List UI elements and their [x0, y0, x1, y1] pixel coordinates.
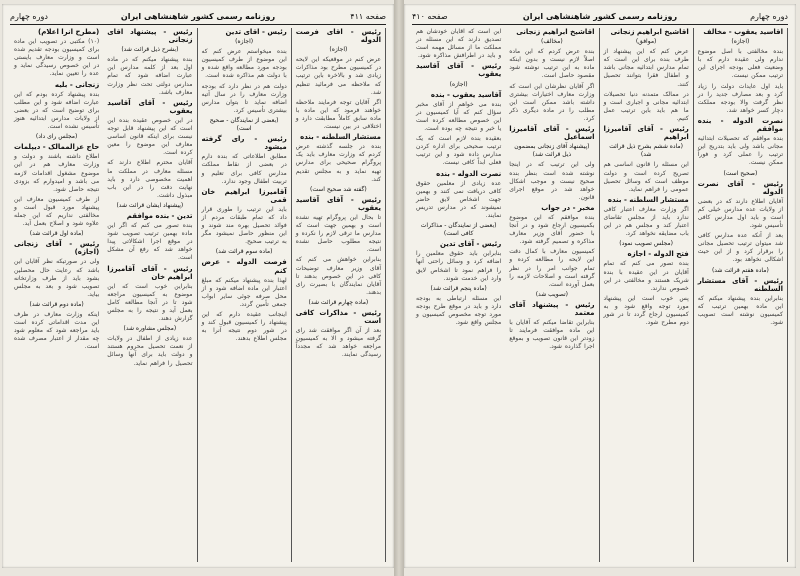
procedural-note: (ماده پنجم قرائت شد)	[430, 284, 487, 292]
speaker-name: مخبر - در جواب	[541, 203, 595, 212]
procedural-note: (بعضی از نمایندگان - مذاکرات کافی است)	[420, 222, 497, 238]
speaker-name: رئیس - رای گرفته میشود	[201, 135, 287, 152]
speaker-name: رئیس - آقای آقاسید یعقوب	[295, 195, 381, 212]
procedural-note: (مخالف)	[541, 38, 563, 46]
paragraph: اگر آقایان توجه فرمایند ملاحظه خواهند فرمود که این ماده با ماده سابق کاملاً مطابقت دارد و اختلافی در بین نیست.	[295, 98, 381, 131]
paragraph: آقایان اطلاع دارند که در بعضی از ولایات عده مدارس خیلی کم است و باید اول مدارس کافی تأسیس شود.	[697, 197, 783, 230]
procedural-note: (موافق)	[635, 38, 657, 46]
paragraph: بنده موافقم که تحصیلات ابتدائیه مجانی باشد ولی باید بتدریج این ترتیب را عملی کرد و فوراً ممکن نیست.	[697, 135, 783, 167]
procedural-note: (گفته شد صحیح است)	[310, 185, 367, 193]
journal-title: روزنامه رسمی کشور شاهنشاهی ایران	[120, 12, 276, 21]
paragraph: بنده میخواستم عرض کنم که این موضوع از طرف کمیسیون بودجه مورد مطالعه واقع شده و با دولت هم مذاکره شده است.	[201, 48, 287, 80]
procedural-note: (پیشنهاد آقای زنجانی بمضمون ذیل قرائت شد)	[514, 143, 590, 159]
paragraph: تا بحال این پروگرام تهیه نشده است و بهمین جهت است که مدارس ما ترقی لازم را نکرده و نتیجه مطلوب حاصل نشده است.	[295, 213, 381, 254]
procedural-note: (ماده چهارم قرائت شد)	[308, 298, 369, 306]
paragraph: بنده عرض کردم که این ماده اصلاً لازم نیست و بدون اینکه ماده به این ترتیب نوشته شود مقصود حاصل است.	[509, 48, 595, 80]
period-label: دوره چهارم	[750, 12, 788, 21]
paragraph: بنده پیشنهاد میکنم که در ماده اول بعد از کلمه مدارس این عبارت اضافه شود که تمام مدارس دولتی تحت نظر وزارت معارف باشد.	[107, 56, 193, 96]
column-2	[505, 28, 599, 562]
page-number: صفحه ۴۱۰	[412, 12, 448, 21]
paragraph: باید این ترتیب را طوری قرار داد که تمام طبقات مردم از فوائد تحصیل بهره مند شوند و این منظور حاصل نمیشود مگر به ترتیب صحیح.	[201, 205, 287, 246]
paragraph: عرض کنم در موقعیکه این لایحه در کمیسیون مطرح بود مذاکرات زیادی شد و بالاخره باین ترتیب که ملاحظه می فرمائید تنظیم شد.	[295, 56, 381, 96]
paragraph: در ممالک متمدنه دنیا تحصیلات ابتدائیه مجانی و اجباری است و ما هم باید باین ترتیب عمل کنیم.	[603, 90, 689, 122]
paragraph: در این خصوص عقیده بنده این است که این پیشنهاد قابل توجه نیست برای اینکه قانون اساسی معارف این موضوع را معین کرده است.	[107, 116, 193, 157]
right-page	[404, 4, 796, 568]
column-4	[694, 28, 788, 562]
column-4	[292, 28, 386, 562]
speaker-name: نصرت الدوله - بنده	[436, 169, 502, 178]
page-header	[412, 10, 788, 25]
paragraph: بنده در جلسه گذشته عرض کردم که وزارت معارف باید یک پروگرام صحیحی برای مدارس تهیه نماید و به مجلس تقدیم کند.	[295, 143, 381, 183]
section-heading: (مطرح آنرا اعلام)	[38, 28, 100, 36]
text-columns	[412, 28, 788, 562]
speaker-name: رئیس - پیشنهاد آقای زنجانی	[107, 28, 193, 45]
paragraph: بنابراین بنده پیشنهاد میکنم که این ماده بهمین ترتیب که کمیسیون نوشته است تصویب شود.	[697, 294, 783, 327]
paragraph: باید اول عایدات دولت را زیاد کرد و بعد مصارف جدید را در نظر گرفت والا بودجه مملکت دچار کسر خواهد شد.	[697, 82, 783, 114]
speaker-name: رئیس - آقای مستشار السلطنه	[697, 276, 783, 293]
procedural-note: (ماده ششم بشرح ذیل قرائت شد)	[609, 143, 683, 159]
column-2	[103, 28, 197, 562]
paragraph: بنده می خواهم از آقای مخبر سؤال کنم که آیا کمیسیون در این خصوص مطالعه کرده است یا خیر و نتیجه چه بوده است.	[416, 100, 502, 133]
procedural-note: (مجلس تصویب نمود)	[619, 240, 673, 248]
procedural-note: (مجلس رای داد)	[35, 133, 78, 141]
speaker-name: رئیس - آقای آقاسید یعقوب	[107, 98, 193, 115]
procedural-note: (ماده هفتم قرائت شد)	[711, 266, 769, 274]
paragraph: عده زیادی از اطفال در ولایات از نعمت تحصیل محروم هستند و دولت باید برای آنها وسائل تحصیل را فراهم نماید.	[107, 335, 193, 367]
paragraph: بنابراین خوب است که این موضوع به کمیسیون مراجعه شود تا در آنجا مطالعه کامل بعمل آید و نتیجه را به مجلس گزارش دهند.	[107, 282, 193, 323]
procedural-note: (تصویب شد)	[535, 290, 569, 298]
speaker-name: فرصت الدوله - عرض کنم	[201, 258, 287, 275]
left-page	[2, 4, 394, 568]
procedural-note: (بشرح ذیل قرائت شد)	[121, 46, 179, 54]
procedural-note: (اجازه)	[449, 80, 468, 88]
column-1	[412, 28, 505, 562]
procedural-note: (اجازه)	[731, 38, 750, 46]
paragraph: بعقیده بنده لازم است که یک ترتیب صحیحی برای اداره کردن مدارس داده شود و این ترتیب فعلی ابداً کافی نیست.	[416, 135, 502, 167]
speaker-name: رئیس - پیشنهاد آقای معتمد	[509, 300, 595, 317]
paragraph: عده زیادی از معلمین حقوق کافی دریافت نمی کنند و بهمین جهت اشخاص لایق حاضر نمیشوند که در مدارس تدریس نمایند.	[416, 179, 502, 219]
speaker-name: رئیس - آقای آقامیرزا اسماعیل	[509, 125, 595, 142]
paragraph: این مسئله ارتباطی به بودجه دارد و باید در موقع طرح بودجه مورد توجه مخصوص کمیسیون و مجلس واقع شود.	[416, 294, 502, 327]
column-3	[198, 28, 292, 562]
speaker-name: رئیس - مذاکرات کافی است	[295, 309, 381, 326]
speaker-name: آقاسید یعقوب - بنده	[430, 90, 502, 99]
paragraph: ولی در صورتیکه نظر آقایان این باشد که رعایت حال محصلین بشود باید از طرف وزارتخانه تصویب شود و بعد به مجلس بیاید.	[14, 258, 100, 298]
speaker-name: حاج عزالممالک - دیپلمات	[14, 143, 100, 152]
speaker-name: آقاشیخ ابراهیم زنجانی	[516, 28, 595, 36]
procedural-note: (ماده سوم قرائت شد)	[215, 248, 273, 256]
paragraph: بعد از آن اگر موافقت شد رای گرفته میشود و الا به کمیسیون مراجعه خواهد شد که مجدداً رسیدگی نمایند.	[295, 327, 381, 359]
paragraph: کمیسیون معارف با کمال دقت این لایحه را مطالعه کرده و تمام جوانب امر را در نظر گرفته است و اصلاحات لازمه را بعمل آورده است.	[509, 248, 595, 288]
speaker-name: رئیس - آقای زنجانی (اجازه)	[14, 240, 100, 257]
speaker-name: رئیس - آقای آقاسید یعقوب	[416, 62, 502, 79]
paragraph: اینکه وزارت معارف در ظرف این مدت اقداماتی کرده است باید مراجعه شود که معلوم شود چه مقدار از اعتبار مصرف شده است.	[14, 311, 100, 351]
speaker-name: مستشار السلطنه - بنده	[607, 195, 689, 204]
period-label: دوره چهارم	[10, 12, 48, 21]
paragraph: بنابراین خواهش می کنم که آقای وزیر معارف توضیحات کافی در این خصوص بدهند تا آقایان نمایندگان با بصیرت رای بدهند.	[295, 256, 381, 296]
speaker-name: آقامیرزا ابراهیم خان قمی	[201, 187, 287, 204]
speaker-name: نصرت الدوله - بنده موافقم	[697, 116, 783, 134]
procedural-note: (ماده دوم قرائت شد)	[29, 300, 84, 308]
paragraph: بنده پیشنهاد کرده بودم که این عبارت اضافه شود و این مطلب برای توضیح است که در بعضی از ولایات مدارس ابتدائیه هنوز تأسیس نشده است.	[14, 90, 100, 131]
book-gutter	[394, 0, 404, 576]
paragraph: اگر آقایان نظرشان این است که وزارت معارف اختیارات بیشتری داشته باشد ممکن است این مطلب را در ماده دیگری ذکر کرد.	[509, 82, 595, 122]
speaker-name: آقاسید یعقوب - مخالف	[703, 28, 783, 36]
speaker-name: آقاشیخ ابراهیم زنجانی	[610, 28, 689, 36]
speaker-name: فتح الدوله - اجازه	[627, 250, 689, 259]
paragraph: بنابراین تقاضا میکنم که آقایان با این ماده موافقت فرمایند تا زودتر این قانون تصویب و بموقع اجرا گذارده شود.	[509, 319, 595, 351]
speaker-name: مستشار السلطنه - بنده	[300, 133, 381, 142]
paragraph: ولی این ترتیب که در اینجا نوشته شده است بنظر بنده صحیح نیست و موجب اشکال خواهد شد در موقع اجرای قانون.	[509, 161, 595, 201]
speaker-name: رئیس - آقای تدین	[225, 28, 287, 36]
paragraph: بنده موافقم که این موضوع بکمیسیون ارجاع شود و در آنجا با حضور آقای وزیر معارف مذاکره و تصمیم گرفته شود.	[509, 213, 595, 246]
paragraph: دولت هم در نظر دارد که بودجه وزارت معارف را در سال آتیه اضافه نماید تا بتوان مدارس بیشتری تأسیس کرد.	[201, 82, 287, 114]
procedural-note: (اجازه)	[329, 46, 348, 54]
text-columns	[10, 28, 386, 562]
speaker-name: زنجانی - بلیه	[54, 80, 100, 89]
paragraph: لهذا بنده پیشنهاد میکنم که مبلغ اعتبار این ماده اضافه شود و از محل صرفه جوئی سایر ابواب جمعی تأمین گردد.	[201, 276, 287, 308]
paragraph: از طرف کمیسیون معارف این پیشنهاد مورد قبول است و مخالفتی نداریم که این جمله علاوه شود و اصلاح بعمل آید.	[14, 195, 100, 228]
paragraph: اینجانب عقیده دارم که این پیشنهاد را کمیسیون قبول کند و در شور دوم نتیجه آنرا به مجلس اطلاع بدهند.	[201, 311, 287, 343]
paragraph: آقایان محترم اطلاع دارند که مسئله معارف در مملکت ما اهمیت مخصوصی دارد و باید نهایت دقت را در این باب مبذول داشت.	[107, 159, 193, 199]
page-header	[10, 10, 386, 25]
paragraph: بعد از آنکه عده مدارس کافی شد میتوان ترتیب تحصیل مجانی را برقرار کرد و از این حیث اشکالی نخواهد بود.	[697, 232, 783, 264]
speaker-name: رئیس - آقای فرصت الدوله	[295, 28, 381, 45]
paragraph: عرض کنم که این پیشنهاد از طرف بنده برای این است که تمام مدارس ابتدائیه مجانی باشد و اطفال فقرا بتوانند تحصیل کنند.	[603, 48, 689, 88]
procedural-note: (ماده اول قرائت شد)	[29, 230, 84, 238]
paragraph: مطابق اطلاعاتی که بنده دارم در بعضی از نقاط مملکت مدارس کافی برای تعلیم و تربیت اطفال وجود ندارد.	[201, 153, 287, 185]
paragraph: بنده تصور می کنم که تمام آقایان در این عقیده با بنده شریک هستند و مخالفتی در این خصوص ندارند.	[603, 260, 689, 292]
procedural-note: (صحیح است)	[723, 169, 758, 177]
column-3	[600, 28, 694, 562]
speaker-name: رئیس - آقای آقامیرزا ابراهیم خان	[107, 264, 193, 281]
page-number: صفحه ۴۱۱	[350, 12, 386, 21]
paragraph: این مسئله را قانون اساسی هم تصریح کرده است و دولت موظف است که وسائل تحصیل عمومی را فراهم نماید.	[603, 161, 689, 193]
paragraph: اگر وزارت معارف اعتبار کافی ندارد باید از مجلس تقاضای اعتبار کند و مجلس هم در این باب مضایقه نخواهد کرد.	[603, 205, 689, 238]
paragraph: (۱۰) مکتبی در تصویب این ماده برای کمیسیون بودجه تقدیم شده است و وزارت معارف بایستی در این خصوص رسیدگی نماید و عده را تعیین نماید.	[14, 38, 100, 78]
paragraph: بنده مخالفتی با اصل موضوع ندارم ولی عقیده دارم که با وضعیت فعلی بودجه اجرای این ترتیب ممکن نیست.	[697, 48, 783, 80]
speaker-name: رئیس - آقای تدین	[439, 240, 502, 249]
speaker-name: رئیس - آقای آقامیرزا ابراهیم	[603, 125, 689, 142]
journal-title: روزنامه رسمی کشور شاهنشاهی ایران	[522, 12, 678, 21]
paragraph: این است که آقایان خودشان هم تصدیق دارند که این مسئله در مملکت ما از مسائل مهمه است و باید در اطرافش مذاکره شود.	[416, 28, 502, 60]
paragraph: بنابراین باید حقوق معلمین را اضافه کرد و وسائل راحتی آنها را فراهم نمود تا اشخاص لایق وارد این خدمت شوند.	[416, 250, 502, 282]
paragraph: پس خوب است این پیشنهاد مورد توجه واقع شود و به کمیسیون ارجاع گردد تا در شور دوم مطرح شود.	[603, 294, 689, 327]
paragraph: اطلاع داشته باشند و دولت و وزارت معارف هم در این موضوع مشغول اقدامات لازمه می باشد و امیدوارم که بزودی نتیجه حاصل شود.	[14, 153, 100, 193]
speaker-name: رئیس - آقای نصرت الدوله	[697, 179, 783, 196]
speaker-name: تدین - بنده موافقم	[126, 211, 193, 220]
procedural-note: (مجلس مشاوره شد)	[123, 325, 177, 333]
procedural-note: (اجازه)	[235, 38, 254, 46]
procedural-note: (پیشنهاد ایشان قرائت شد)	[116, 201, 184, 209]
procedural-note: (بعضی از نمایندگان - صحیح است)	[209, 116, 279, 133]
column-1	[10, 28, 103, 562]
paragraph: بنده تصور می کنم که اگر این ماده بهمین ترتیب تصویب شود در موقع اجرا اشکالاتی پیدا خواهد شد که رفع آن مشکل است.	[107, 222, 193, 262]
